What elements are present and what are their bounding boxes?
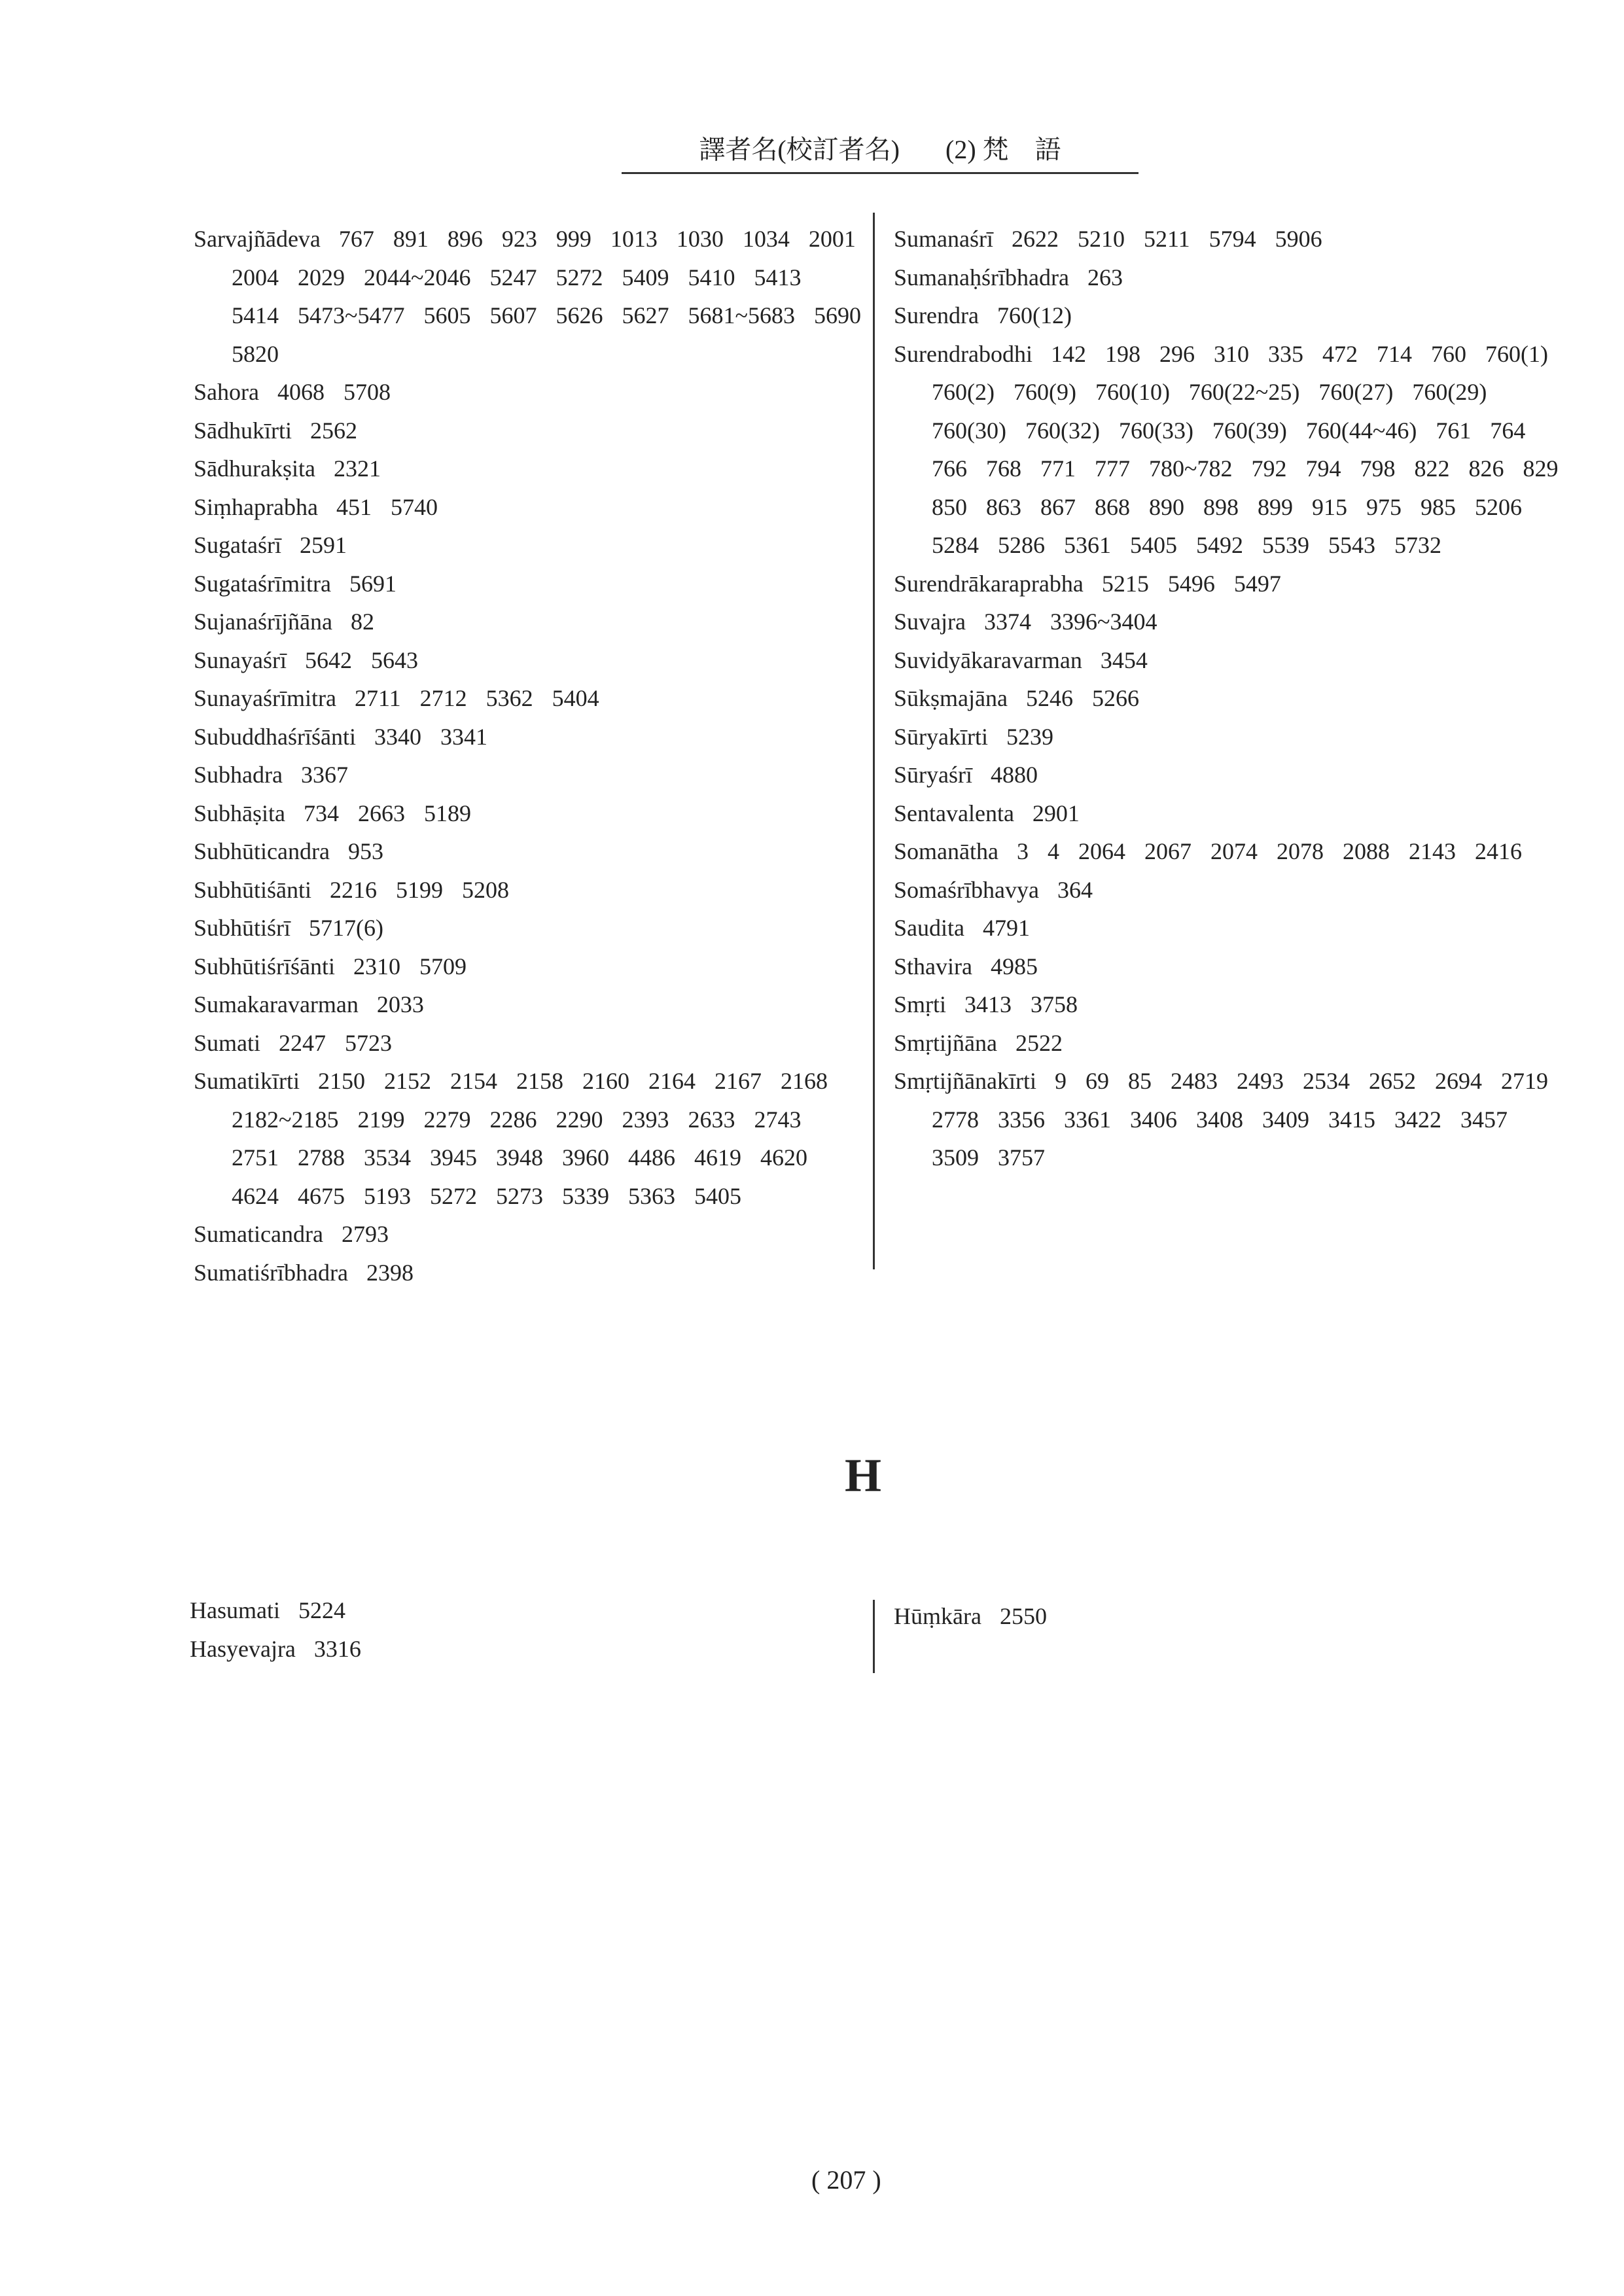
entry-refs: 4985 <box>990 953 1038 980</box>
index-entry <box>194 909 861 947</box>
header-title: 譯者名(校訂者名) <box>699 135 900 164</box>
entry-name: Sujanaśrījñāna <box>194 609 332 635</box>
entry-name: Suvajra <box>894 609 966 635</box>
entry-refs: 364 <box>1057 876 1093 903</box>
entry-refs: 953 <box>347 838 383 864</box>
index-entry <box>894 220 1561 258</box>
entry-refs: 5691 <box>349 570 397 597</box>
index-entry <box>894 985 1561 1024</box>
index-entry <box>194 985 861 1024</box>
entry-name: Subhūtiśānti <box>194 876 312 903</box>
entry-name: Surendrākaraprabha <box>894 570 1084 597</box>
entry-refs: 2550 <box>999 1603 1047 1629</box>
index-entry <box>194 565 861 603</box>
index-entry <box>894 756 1561 794</box>
entry-refs: 4880 <box>991 762 1038 788</box>
entry-name: Surendra <box>894 302 979 328</box>
index-entry <box>194 756 861 794</box>
h-left-column <box>190 1591 857 1668</box>
index-entry <box>894 871 1561 910</box>
index-entry <box>194 412 861 450</box>
entry-name: Sumakaravarman <box>194 991 359 1017</box>
entry-refs: 2522 <box>1015 1029 1063 1056</box>
index-entry <box>194 488 861 527</box>
entry-name: Sumatikīrti <box>194 1068 300 1094</box>
index-entry <box>194 794 861 833</box>
entry-name: Sthavira <box>894 953 972 980</box>
entry-refs: 3367 <box>300 762 348 788</box>
index-entry <box>894 258 1561 297</box>
entry-refs: 5215 5496 5497 <box>1101 570 1281 597</box>
entry-refs: 142 198 296 310 335 472 714 760 760(1) 760(2) 760(9) 760(10) 760(22~25) 760(27) 760(29) 760(30) 760(32) 760(33) 760(39) 760(44~46) 761 764 766 768 771 777 780~782 792 794 798 822 826 829 850 863 867 868 890 898 899 915 975 985 5206 5284 5286 5361 5405 5492 5539 5543 5732 <box>932 340 1559 558</box>
entry-name: Sunayaśrī <box>194 646 287 673</box>
entry-refs: 2398 <box>366 1259 414 1286</box>
page-number: ( 207 ) <box>811 2165 881 2195</box>
entry-name: Sugataśrī <box>194 532 281 558</box>
page-header <box>622 133 1139 174</box>
entry-refs: 3413 3758 <box>964 991 1078 1017</box>
index-entry <box>894 679 1561 718</box>
index-entry <box>194 526 861 565</box>
index-entry <box>894 1597 1561 1636</box>
index-entry <box>194 373 861 412</box>
entry-refs: 82 <box>350 609 374 635</box>
entry-name: Suvidyākaravarman <box>894 646 1082 673</box>
entry-refs: 5224 <box>298 1597 345 1623</box>
entry-refs: 2591 <box>299 532 347 558</box>
entry-name: Sugataśrīmitra <box>194 570 331 597</box>
entry-name: Sunayaśrīmitra <box>194 685 336 711</box>
entry-name: Sumaticandra <box>194 1221 323 1247</box>
index-entry <box>894 947 1561 986</box>
entry-name: Sādhurakṣita <box>194 455 315 482</box>
entry-refs: 5239 <box>1006 723 1053 750</box>
entry-name: Smṛtijñāna <box>894 1029 997 1056</box>
entry-name: Hasyevajra <box>190 1635 296 1662</box>
index-entry <box>194 220 861 373</box>
entry-name: Sumanaḥśrībhadra <box>894 264 1069 291</box>
index-entry <box>894 641 1561 680</box>
entry-name: Hūṃkāra <box>894 1603 981 1629</box>
entry-name: Sahora <box>194 379 259 405</box>
index-entry <box>894 1062 1561 1177</box>
index-entry <box>190 1630 857 1669</box>
entry-name: Subhūtiśrīśānti <box>194 953 336 980</box>
entry-refs: 2033 <box>376 991 424 1017</box>
index-entry <box>894 718 1561 756</box>
index-entry <box>194 450 861 488</box>
entry-refs: 2321 <box>333 455 381 482</box>
entry-refs: 5246 5266 <box>1025 685 1139 711</box>
entry-refs: 3 4 2064 2067 2074 2078 2088 2143 2416 <box>1016 838 1522 864</box>
entry-name: Subhūtiśrī <box>194 915 291 941</box>
entry-refs: 2793 <box>341 1221 389 1247</box>
entry-refs: 760(12) <box>997 302 1072 328</box>
entry-name: Subhūticandra <box>194 838 330 864</box>
entry-refs: 263 <box>1087 264 1123 291</box>
entry-name: Sarvajñādeva <box>194 226 321 252</box>
entry-refs: 2150 2152 2154 2158 2160 2164 2167 2168 2182~2185 2199 2279 2286 2290 2393 2633 2743 2751 2788 3534 3945 3948 3960 4486 4619 4620 4624 4675 5193 5272 5273 5339 5363 5405 <box>232 1068 828 1209</box>
entry-name: Subhāṣita <box>194 800 285 826</box>
entry-refs: 2562 <box>310 417 357 444</box>
column-divider-h <box>873 1600 875 1673</box>
entry-refs: 4068 5708 <box>277 379 391 405</box>
entry-refs: 2901 <box>1032 800 1080 826</box>
index-entry <box>894 909 1561 947</box>
index-entry <box>194 718 861 756</box>
entry-refs: 9 69 85 2483 2493 2534 2652 2694 2719 2778 3356 3361 3406 3408 3409 3415 3422 3457 3509 3757 <box>932 1068 1548 1171</box>
entry-refs: 3374 3396~3404 <box>983 609 1157 635</box>
index-entry <box>194 1024 861 1063</box>
entry-refs: 4791 <box>982 915 1030 941</box>
entry-name: Somaśrībhavya <box>894 876 1039 903</box>
index-entry <box>194 1215 861 1254</box>
index-entry <box>894 335 1561 565</box>
entry-refs: 767 891 896 923 999 1013 1030 1034 2001 2004 2029 2044~2046 5247 5272 5409 5410 5413 5414 5473~5477 5605 5607 5626 5627 5681~5683 5690 5820 <box>232 226 861 367</box>
entry-refs: 2310 5709 <box>353 953 467 980</box>
entry-name: Sumanaśrī <box>894 226 993 252</box>
entry-name: Sentavalenta <box>894 800 1014 826</box>
index-entry <box>194 1062 861 1215</box>
column-divider <box>873 213 875 1269</box>
entry-name: Sūryaśrī <box>894 762 972 788</box>
entry-name: Hasumati <box>190 1597 280 1623</box>
entry-name: Sūkṣmajāna <box>894 685 1008 711</box>
index-entry <box>194 947 861 986</box>
h-right-column <box>894 1597 1561 1636</box>
entry-name: Sūryakīrti <box>894 723 988 750</box>
index-entry <box>194 832 861 871</box>
s-left-column <box>194 220 861 1292</box>
index-entry <box>194 871 861 910</box>
index-entry <box>194 1254 861 1292</box>
entry-name: Subhadra <box>194 762 283 788</box>
index-entry <box>894 603 1561 641</box>
index-entry <box>894 1024 1561 1063</box>
entry-name: Somanātha <box>894 838 998 864</box>
entry-name: Sumati <box>194 1029 261 1056</box>
entry-refs: 3340 3341 <box>374 723 487 750</box>
s-right-column <box>894 220 1561 1177</box>
index-entry <box>894 794 1561 833</box>
entry-refs: 2622 5210 5211 5794 5906 <box>1011 226 1322 252</box>
entry-refs: 5717(6) <box>309 915 384 941</box>
section-letter-heading: H <box>845 1449 882 1502</box>
index-entry <box>894 296 1561 335</box>
index-entry <box>894 832 1561 871</box>
entry-refs: 5642 5643 <box>304 646 418 673</box>
entry-name: Siṃhaprabha <box>194 493 318 520</box>
entry-refs: 2216 5199 5208 <box>330 876 510 903</box>
entry-name: Saudita <box>894 915 964 941</box>
entry-name: Sādhukīrti <box>194 417 292 444</box>
entry-name: Smṛtijñānakīrti <box>894 1068 1036 1094</box>
index-entry <box>190 1591 857 1630</box>
index-entry <box>194 603 861 641</box>
entry-name: Subuddhaśrīśānti <box>194 723 356 750</box>
entry-name: Smṛti <box>894 991 947 1017</box>
index-entry <box>194 641 861 680</box>
entry-refs: 3316 <box>313 1635 361 1662</box>
entry-refs: 2247 5723 <box>279 1029 393 1056</box>
index-entry <box>894 565 1561 603</box>
header-subsection: (2) 梵 語 <box>945 135 1061 164</box>
entry-refs: 734 2663 5189 <box>304 800 471 826</box>
entry-refs: 451 5740 <box>336 493 438 520</box>
entry-refs: 2711 2712 5362 5404 <box>354 685 599 711</box>
entry-name: Surendrabodhi <box>894 340 1033 367</box>
entry-refs: 3454 <box>1100 646 1148 673</box>
index-entry <box>194 679 861 718</box>
entry-name: Sumatiśrībhadra <box>194 1259 348 1286</box>
